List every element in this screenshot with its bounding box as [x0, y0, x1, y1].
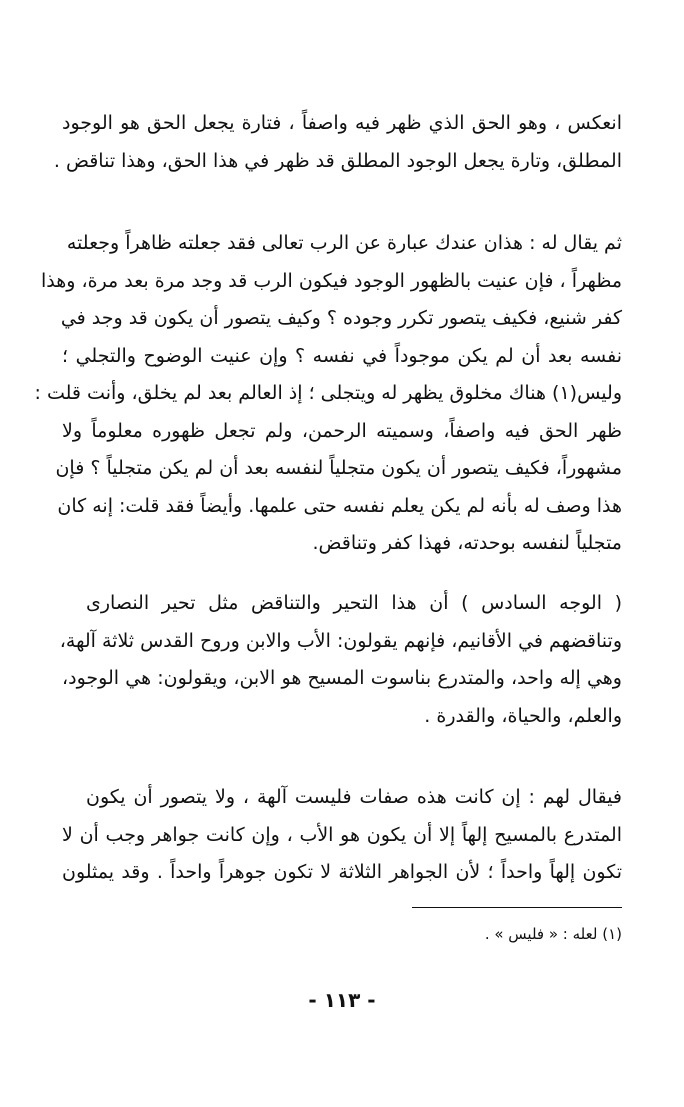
- footnote: (١) لعله : « فليس » .: [484, 925, 622, 943]
- text-line: ( الوجه السادس ) أن هذا التحير والتناقض مثل تحير النصارى: [86, 592, 622, 614]
- text-line: انعكس ، وهو الحق الذي ظهر فيه واصفاً ، فتارة يجعل الحق هو الوجود: [62, 112, 622, 134]
- text-line: ظهر الحق فيه واصفاً، وسميته الرحمن، ولم تجعل ظهوره معلوماً ولا: [62, 419, 622, 442]
- text-line: والعلم، والحياة، والقدرة .: [424, 704, 622, 727]
- text-line: ثم يقال له : هذان عندك عبارة عن الرب تعالى فقد جعلته ظاهراً وجعلته: [66, 232, 622, 254]
- text-line: نفسه بعد أن لم يكن موجوداً في نفسه ؟ وإن عنيت الوضوح والتجلي ؛: [62, 344, 622, 367]
- text-line: مظهراً ، فإن عنيت بالظهور الوجود فيكون الرب قد وجد مرة بعد مرة، وهذا: [40, 269, 622, 292]
- page-number: - ١١٣ -: [308, 988, 376, 1012]
- text-line: المتدرع بالمسيح إلهاً إلا أن يكون هو الأب ، وإن كانت جواهر وجب أن لا: [62, 823, 622, 846]
- text-line: مشهوراً، فكيف يتصور أن يكون متجلياً لنفسه بعد أن لم يكن متجلياً ؟ فإن: [55, 457, 622, 479]
- text-line: كفر شنيع، فكيف يتصور تكرر وجوده ؟ وكيف يتصور أن يكون قد وجد في: [60, 307, 622, 329]
- text-line: متجلياً لنفسه بوحدته، فهذا كفر وتناقض.: [312, 532, 622, 554]
- text-line: تكون إلهاً واحداً ؛ لأن الجواهر الثلاثة لا تكون جوهراً واحداً . وقد يمثلون: [62, 861, 622, 883]
- text-line: وتناقضهم في الأقانيم، فإنهم يقولون: الأب والابن وروح القدس ثلاثة آلهة،: [59, 629, 622, 652]
- text-line: المطلق، وتارة يجعل الوجود المطلق قد ظهر في هذا الحق، وهذا تناقض .: [53, 149, 622, 172]
- footnote-separator: [412, 907, 622, 908]
- text-line: وهي إله واحد، والمتدرع بناسوت المسيح هو الابن، ويقولون: هي الوجود،: [62, 667, 622, 689]
- text-line: فيقال لهم : إن كانت هذه صفات فليست آلهة ، ولا يتصور أن يكون: [86, 786, 622, 808]
- text-line: وليس(١) هناك مخلوق يظهر له ويتجلى ؛ إذ العالم بعد لم يخلق، وأنت قلت :: [34, 382, 622, 404]
- text-line: هذا وصف له بأنه لم يكن يعلم نفسه حتى علمها. وأيضاً فقد قلت: إنه كان: [57, 494, 622, 517]
